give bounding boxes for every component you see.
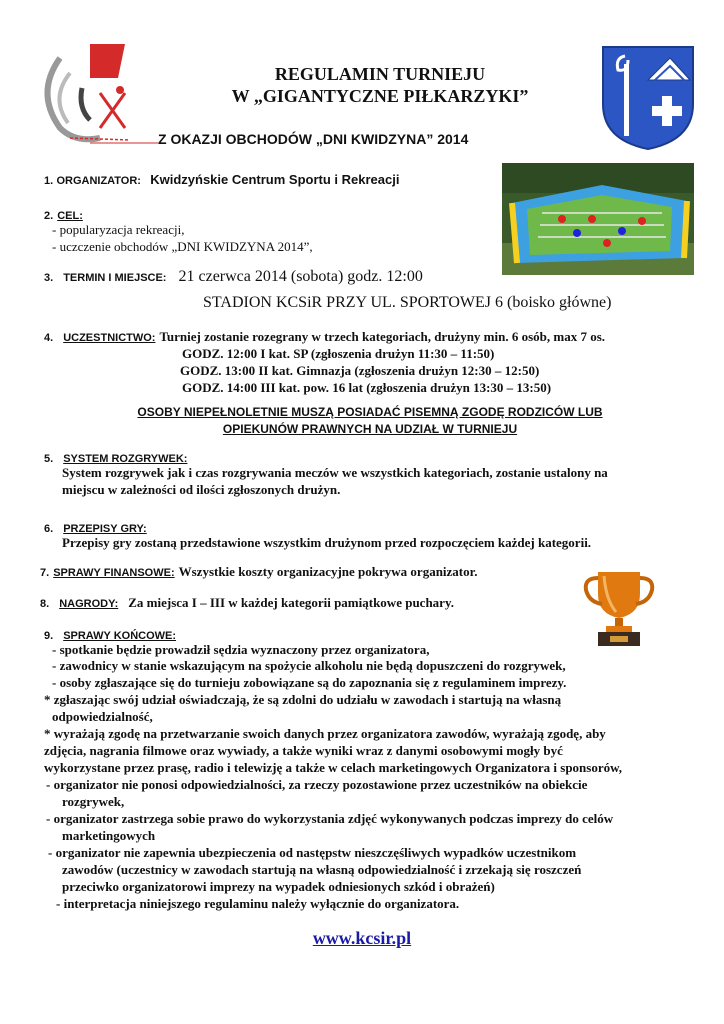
goal-item-2: - uczczenie obchodów „DNI KWIDZYNA 2014”, — [52, 239, 313, 254]
participation-text: Turniej zostanie rozegrany w trzech kategoriach, drużyny min. 6 osób, max 7 os. — [159, 329, 606, 344]
s9-label: SPRAWY KOŃCOWE: — [63, 630, 177, 642]
final-line-12: marketingowych — [62, 828, 156, 843]
s3-label: TERMIN I MIEJSCE: — [63, 272, 167, 284]
notice-line-2: OPIEKUNÓW PRAWNYCH NA UDZIAŁ W TURNIEJU — [222, 422, 518, 436]
final-line-15: przeciwko organizatorowi imprezy na wypadek odniesionych szkód i obrażeń) — [62, 879, 495, 894]
s9-num: 9. — [44, 630, 54, 642]
prizes-text: Za miejsca I – III w każdej kategorii pamiątkowe puchary. — [128, 595, 454, 610]
s1-label: ORGANIZATOR: — [56, 175, 141, 187]
s7-label: SPRAWY FINANSOWE: — [53, 567, 175, 579]
final-line-1: - spotkanie będzie prowadził sędzia wyznaczony przez organizatora, — [52, 642, 430, 657]
final-line-10: rozgrywek, — [62, 794, 125, 809]
s5-num: 5. — [44, 453, 54, 465]
s8-num: 8. — [40, 598, 50, 610]
s8-label: NAGRODY: — [59, 598, 119, 610]
final-line-2: - zawodnicy w stanie wskazującym na spożycie alkoholu nie będą dopuszczeni do rozgrywek, — [52, 658, 566, 673]
s2-num: 2. — [44, 210, 54, 222]
final-line-9: - organizator nie ponosi odpowiedzialności, za rzeczy pozostawione przez uczestników na obiekcie — [46, 777, 588, 792]
notice-line-1: OSOBY NIEPEŁNOLETNIE MUSZĄ POSIADAĆ PISEMNĄ ZGODĘ RODZICÓW LUB — [137, 405, 603, 419]
final-line-5: odpowiedzialność, — [52, 709, 153, 724]
final-line-16: - interpretacja niniejszego regulaminu należy wyłącznie do organizatora. — [56, 896, 460, 911]
title-line-1: REGULAMIN TURNIEJU — [274, 64, 486, 84]
schedule-row-3: GODZ. 14:00 III kat. pow. 16 lat (zgłoszenia drużyn 13:30 – 13:50) — [182, 380, 552, 395]
trophy-icon — [582, 566, 656, 648]
website-link[interactable]: www.kcsir.pl — [312, 928, 412, 948]
final-line-6: * wyrażają zgodę na przetwarzanie swoich danych przez organizatora zawodów, wyrażają zgodę, aby — [44, 726, 606, 741]
event-date: 21 czerwca 2014 (sobota) godz. 12:00 — [178, 268, 423, 285]
system-line-1: System rozgrywek jak i czas rozgrywania meczów we wszystkich kategoriach, zostanie ustalony na — [62, 465, 608, 480]
kcsir-logo — [30, 38, 160, 150]
s4-label: UCZESTNICTWO: — [63, 332, 156, 344]
schedule-row-2: GODZ. 13:00 II kat. Gimnazja (zgłoszenia drużyn 12:30 – 12:50) — [180, 363, 540, 378]
subtitle: Z OKAZJI OBCHODÓW „DNI KWIDZYNA” 2014 — [158, 131, 469, 147]
s2-label: CEL: — [57, 210, 83, 222]
organizer-name: Kwidzyńskie Centrum Sportu i Rekreacji — [150, 172, 400, 187]
s7-num: 7. — [40, 567, 50, 579]
s4-num: 4. — [44, 332, 54, 344]
system-line-2: miejscu w zależności od ilości zgłoszonych drużyn. — [62, 482, 341, 497]
final-line-3: - osoby zgłaszające się do turnieju zobowiązane są do zapoznania się z regulaminem imprezy. — [52, 675, 567, 690]
city-crest — [600, 44, 696, 152]
s5-label: SYSTEM ROZGRYWEK: — [63, 453, 188, 465]
s6-num: 6. — [44, 523, 54, 535]
final-line-4: * zgłaszając swój udział oświadczają, że są zdolni do udziału w zawodach i startują na własną — [44, 692, 562, 707]
giant-foosball-photo — [502, 163, 694, 275]
goal-item-1: - popularyzacja rekreacji, — [52, 222, 185, 237]
schedule-row-1: GODZ. 12:00 I kat. SP (zgłoszenia drużyn 11:30 – 11:50) — [182, 346, 495, 361]
s1-num: 1. — [44, 175, 54, 187]
rules-text: Przepisy gry zostaną przedstawione wszystkim drużynom przed rozpoczęciem każdej kategorii. — [62, 535, 592, 550]
finance-text: Wszystkie koszty organizacyjne pokrywa organizator. — [178, 564, 478, 579]
final-line-11: - organizator zastrzega sobie prawo do wykorzystania zdjęć wykonywanych podczas imprezy do celów — [46, 811, 614, 826]
final-line-7: zdjęcia, nagrania filmowe oraz wywiady, a także wyniki wraz z danymi osobowymi mogły być — [44, 743, 563, 758]
s6-label: PRZEPISY GRY: — [63, 523, 147, 535]
final-line-14: zawodów (uczestnicy w zawodach startują na własną odpowiedzialność i zrzekają się roszczeń — [62, 862, 582, 877]
final-line-13: - organizator nie zapewnia ubezpieczenia od następstw nieszczęśliwych wypadków uczestnikom — [48, 845, 577, 860]
title-line-2: W „GIGANTYCZNE PIŁKARZYKI” — [231, 86, 529, 106]
final-line-8: wykorzystane przez prasę, radio i telewizję a także w celach marketingowych Organizatora i sponsorów, — [44, 760, 623, 775]
s3-num: 3. — [44, 272, 54, 284]
event-place: STADION KCSiR PRZY UL. SPORTOWEJ 6 (boisko główne) — [203, 294, 612, 311]
